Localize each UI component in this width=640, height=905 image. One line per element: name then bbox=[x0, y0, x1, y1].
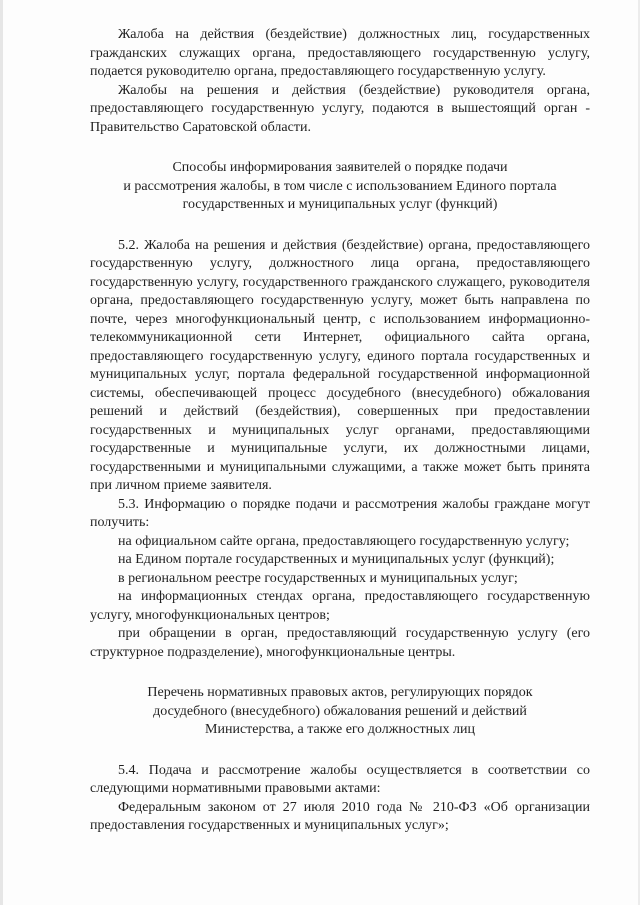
list-item: на Едином портале государственных и муниципальных услуг (функций); bbox=[118, 552, 555, 567]
section-heading-regulations bbox=[90, 684, 590, 740]
paragraph-5-2: 5.2. Жалоба на решения и действия (бездействие) органа, предоставляющего государственную услугу, должностного лица органа, предоставляющего государственную услугу, государственного гражданского служащего, руководителя органа, предоставляющего государственную услугу, может быть направлена по почте, через многофункциональный центр, с использованием информационно-телекоммуникационной сети Интернет, официального сайта органа, предоставляющего государственную услугу, единого портала государственных и муниципальных услуг, портала федеральной государственной информационной системы, обеспечивающей процесс досудебного (внесудебного) обжалования решений и действий (бездействия), совершенных при предоставлении государственных и муниципальных услуг органами, предоставляющими государственные и муниципальные услуги, их должностными лицами, государственными и муниципальными служащими, а также может быть принята при личном приеме заявителя. bbox=[90, 237, 590, 493]
heading-line: и рассмотрения жалобы, в том числе с использованием Единого портала bbox=[123, 178, 557, 194]
list-item: Федеральным законом от 27 июля 2010 года № 210-ФЗ «Об организации предоставления государственных и муниципальных услуг»; bbox=[90, 799, 590, 833]
section-heading-informing bbox=[90, 159, 590, 215]
paragraph-complaint-head: Жалобы на решения и действия (бездействие) руководителя органа, предоставляющего государственную услугу, подаются в вышестоящий орган - Правительство Саратовской области. bbox=[90, 82, 590, 135]
heading-line: досудебного (внесудебного) обжалования решений и действий bbox=[153, 703, 527, 719]
paragraph-5-4-intro: 5.4. Подача и рассмотрение жалобы осуществляется в соответствии со следующими нормативными правовыми актами: bbox=[90, 762, 590, 796]
heading-line: Министерства, а также его должностных лиц bbox=[205, 722, 475, 737]
heading-line: Перечень нормативных правовых актов, регулирующих порядок bbox=[147, 685, 533, 700]
list-item: при обращении в орган, предоставляющий государственную услугу (его структурное подразделение), многофункциональные центры. bbox=[90, 626, 590, 660]
scan-edge-left bbox=[0, 0, 3, 905]
heading-line: государственных и муниципальных услуг (функций) bbox=[182, 197, 498, 212]
list-item: в региональном реестре государственных и муниципальных услуг; bbox=[118, 570, 518, 586]
paragraph-5-3-intro: 5.3. Информацию о порядке подачи и рассмотрения жалобы граждане могут получить: bbox=[90, 496, 590, 530]
list-item: на информационных стендах органа, предоставляющего государственную услугу, многофункциональных центров; bbox=[90, 589, 590, 623]
document-body bbox=[90, 26, 590, 836]
paragraph-complaint-officials: Жалоба на действия (бездействие) должностных лиц, государственных гражданских служащих органа, предоставляющего государственную услугу, подается руководителю органа, предоставляющего государственную услугу. bbox=[90, 27, 590, 79]
heading-line: Способы информирования заявителей о порядке подачи bbox=[172, 160, 508, 175]
list-item: на официальном сайте органа, предоставляющего государственную услугу; bbox=[118, 533, 570, 549]
